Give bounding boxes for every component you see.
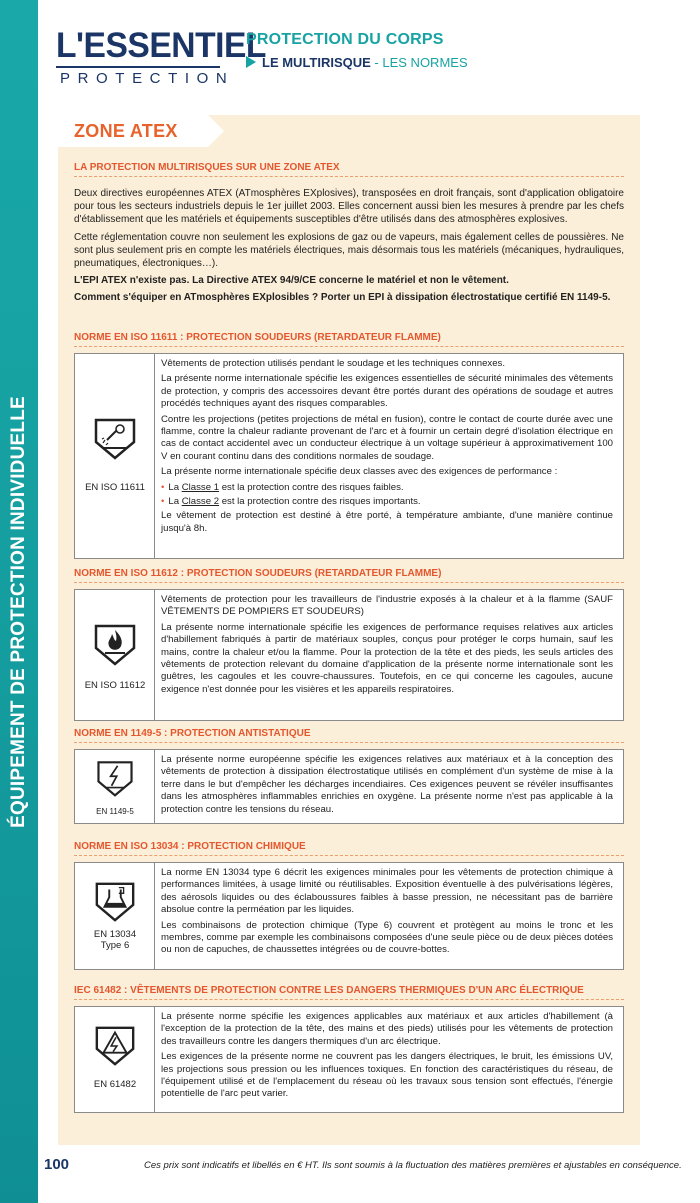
zone-banner — [58, 115, 208, 147]
class-prefix: La — [168, 496, 182, 508]
price-disclaimer: Ces prix sont indicatifs et libellés en € HT. Ils sont soumis à la fluctuation des matières premières et ajustables en conséquence. — [144, 1160, 682, 1171]
norm-paragraph: La présente norme internationale spécifie les exigences de performance requises relatives aux articles d'habillement fabriqués à partir de matériaux souples, conçus pour protéger le corps humain, sauf les mains, contre la chaleur et/ou la flamme. Pour la protection de la tête et des pieds, les seuls articles des vêtements de protection relevant du domaine d'application de la présente norme internationale sont les guêtres, les cagoules et les couvre-chaussures. Toutefois, en ce qui concerne les cagoules, aucune exigence n'est donnée pour les visières et les appareils respiratoires. — [161, 621, 613, 695]
play-arrow-icon — [246, 56, 256, 68]
class-prefix: La — [168, 481, 182, 493]
class-text: est la protection contre des risques importants. — [219, 496, 421, 508]
norm-box — [74, 862, 624, 970]
class-2-link[interactable]: Classe 2 — [181, 496, 220, 508]
norm-paragraph: Le vêtement de protection est destiné à être porté, à température ambiante, d'une manière continue jusqu'à 8h. — [161, 510, 613, 534]
antistatic-pictogram-icon — [95, 758, 135, 798]
norm-heading: NORME EN ISO 13034 : PROTECTION CHIMIQUE — [74, 841, 306, 852]
norm-paragraph: La présente norme européenne spécifie les exigences relatives aux matériaux et à la conception des vêtements de protection à dissipation électrostatique utilisés en complément d'un système de mise à la terre dans le but d'empêcher les décharges incendiaires. Ces exigences peuvent se révéler insuffisantes dans les atmosphères inflammables enrichies en oxygène. La présente norme n'est pas applicable à la protection contre les tensions du réseau. — [161, 754, 613, 815]
class-list-item — [161, 496, 613, 508]
norm-heading: IEC 61482 : VÊTEMENTS DE PROTECTION CONTRE LES DANGERS THERMIQUES D'UN ARC ÉLECTRIQUE — [74, 985, 584, 996]
norm-code-label: EN 1149-5 — [96, 807, 134, 816]
intro-bold-paragraph: Comment s'équiper en ATmosphères EXplosibles ? Porter un EPI à dissipation électrostatique certifié EN 1149-5. — [74, 292, 611, 304]
brand-logo — [56, 26, 266, 96]
norm-description — [155, 1007, 623, 1112]
logo-divider — [56, 66, 220, 68]
section-divider — [74, 999, 624, 1000]
subtitle-separator: - — [370, 55, 383, 70]
welding-pictogram-icon — [92, 416, 138, 460]
norm-code-label: EN 13034 — [93, 929, 137, 940]
norm-description — [155, 863, 623, 969]
class-list — [161, 482, 613, 509]
norm-description — [155, 590, 623, 720]
norm-paragraph: Contre les projections (petites projections de métal en fusion), contre le contact de courte durée avec une flamme, contre la chaleur radiante provenant de l'arc et à fournir un certain degré d'isolation électrique en cas de contact accidentel avec un conducteur électrique à un voltage supérieur à approximativement 100 V en courant continu dans des conditions normales de soudage. — [161, 413, 613, 462]
intro-heading: LA PROTECTION MULTIRISQUES SUR UNE ZONE ATEX — [74, 162, 340, 173]
side-band — [0, 0, 38, 1203]
norm-pictogram-cell — [75, 863, 155, 969]
norm-code-label: EN 61482 — [93, 1079, 137, 1090]
intro-paragraph: Deux directives européennes ATEX (ATmosphères EXplosives), transposées en droit français, sont d'application obligatoire pour tous les secteurs industriels depuis le 1er juillet 2003. Elles concernent aussi bien les mesures à prendre par les chefs d'établissement que les matériels et équipements susceptibles d'être utilisés dans des atmosphères explosives. — [74, 188, 624, 226]
bullet-icon: • — [161, 481, 165, 493]
norm-pictogram-cell — [75, 590, 155, 720]
norm-type-label: Type 6 — [100, 940, 130, 951]
class-list-item — [161, 482, 613, 494]
page-number: 100 — [44, 1156, 70, 1173]
norm-box — [74, 749, 624, 824]
intro-bold-paragraph: L'EPI ATEX n'existe pas. La Directive ATEX 94/9/CE concerne le matériel et non le vêtement. — [74, 275, 509, 287]
norm-description — [155, 354, 623, 558]
logo-title: L'ESSENTIEL — [56, 26, 266, 65]
norm-paragraph: Vêtements de protection utilisés pendant le soudage et les techniques connexes. — [161, 358, 506, 369]
norm-pictogram-cell — [75, 354, 155, 558]
norm-code-label: EN ISO 11611 — [85, 482, 145, 493]
intro-paragraph: Cette réglementation couvre non seulement les explosions de gaz ou de vapeurs, mais également celles de poussières. Ne sont plus seulement pris en compte les matériels électriques, mais désormais tous les matériels (mécaniques, hydrauliques, pneumatiques, électroniques…). — [74, 231, 624, 270]
chemical-pictogram-icon — [93, 879, 137, 923]
norm-paragraph: La présente norme internationale spécifie deux classes avec des exigences de performance : — [161, 466, 558, 478]
norm-heading: NORME EN ISO 11611 : PROTECTION SOUDEURS (RETARDATEUR FLAMME) — [74, 332, 441, 343]
side-band-label: ÉQUIPEMENT DE PROTECTION INDIVIDUELLE — [8, 396, 29, 828]
subtitle-rest: LES NORMES — [382, 55, 468, 70]
intro-text — [74, 187, 624, 309]
norm-box — [74, 1006, 624, 1113]
flame-pictogram-icon — [92, 622, 138, 666]
norm-paragraph: Les combinaisons de protection chimique (Type 6) couvrent et protègent au moins le tronc et les membres, comme par exemple les combinaisons composées d'une seule pièce ou de deux pièces dotées ou non de capuches, de chaussettes intégrées ou de couvre-bottes. — [161, 919, 613, 956]
norm-description — [155, 750, 623, 823]
bullet-icon: • — [161, 496, 165, 508]
page-header — [246, 31, 468, 70]
class-1-link[interactable]: Classe 1 — [181, 481, 220, 493]
norm-code-label: EN ISO 11612 — [84, 680, 146, 691]
norm-paragraph: La présente norme internationale spécifie les exigences essentielles de sécurité minimales des vêtements de protection, y compris des accessoires devant être portés durant des opérations de soudage et autres procédés techniques ayant des risques comparables. — [161, 373, 613, 410]
zone-title: ZONE ATEX — [74, 121, 178, 141]
section-divider — [74, 742, 624, 743]
section-divider — [74, 176, 624, 177]
norm-box — [74, 589, 624, 721]
norm-heading: NORME EN ISO 11612 : PROTECTION SOUDEURS (RETARDATEUR FLAMME) — [74, 568, 442, 579]
section-divider — [74, 346, 624, 347]
subtitle-main: LE MULTIRISQUE — [262, 55, 371, 70]
class-text: est la protection contre des risques faibles. — [219, 481, 404, 493]
norm-paragraph: Les exigences de la présente norme ne couvrent pas les dangers électriques, le bruit, les émissions UV, les projections sous pression ou les influences toxiques. En fonction des caractéristiques du réseau, de l'équipement utilisé et de l'emplacement du réseau où les travaux sous tension sont effectués, l'énergie potentielle de l'arc peut varier. — [161, 1051, 613, 1100]
electric-arc-pictogram-icon — [93, 1023, 137, 1067]
norm-box — [74, 353, 624, 559]
norm-heading: NORME EN 1149-5 : PROTECTION ANTISTATIQUE — [74, 728, 311, 739]
section-divider — [74, 855, 624, 856]
norm-pictogram-cell — [75, 1007, 155, 1112]
section-divider — [74, 582, 624, 583]
norm-paragraph: Vêtements de protection pour les travailleurs de l'industrie exposés à la chaleur et à la flamme (SAUF VÊTEMENTS DE POMPIERS ET SOUDEURS) — [161, 594, 613, 618]
content-panel — [58, 115, 640, 1145]
norm-paragraph: La norme EN 13034 type 6 décrit les exigences minimales pour les vêtements de protection chimique à performances limitées, à usage limité ou réutilisables. Exposition éventuelle à des pulvérisations légères, des aérosols liquides ou des éclaboussures faibles à basse pression, ne nécessitant pas de barrière absolue contre la perméation par les liquides. — [161, 867, 613, 916]
logo-subtitle: PROTECTION — [60, 70, 235, 87]
norm-pictogram-cell — [75, 750, 155, 823]
page-subtitle — [246, 55, 468, 70]
norm-paragraph: La présente norme spécifie les exigences applicables aux matériaux et aux articles d'habillement (à l'exception de la protection de la tête, des mains et des pieds) utilisés pour les vêtements de protection des travailleurs contre les dangers thermiques d'un arc électrique. — [161, 1011, 613, 1047]
page-title: PROTECTION DU CORPS — [246, 31, 444, 48]
